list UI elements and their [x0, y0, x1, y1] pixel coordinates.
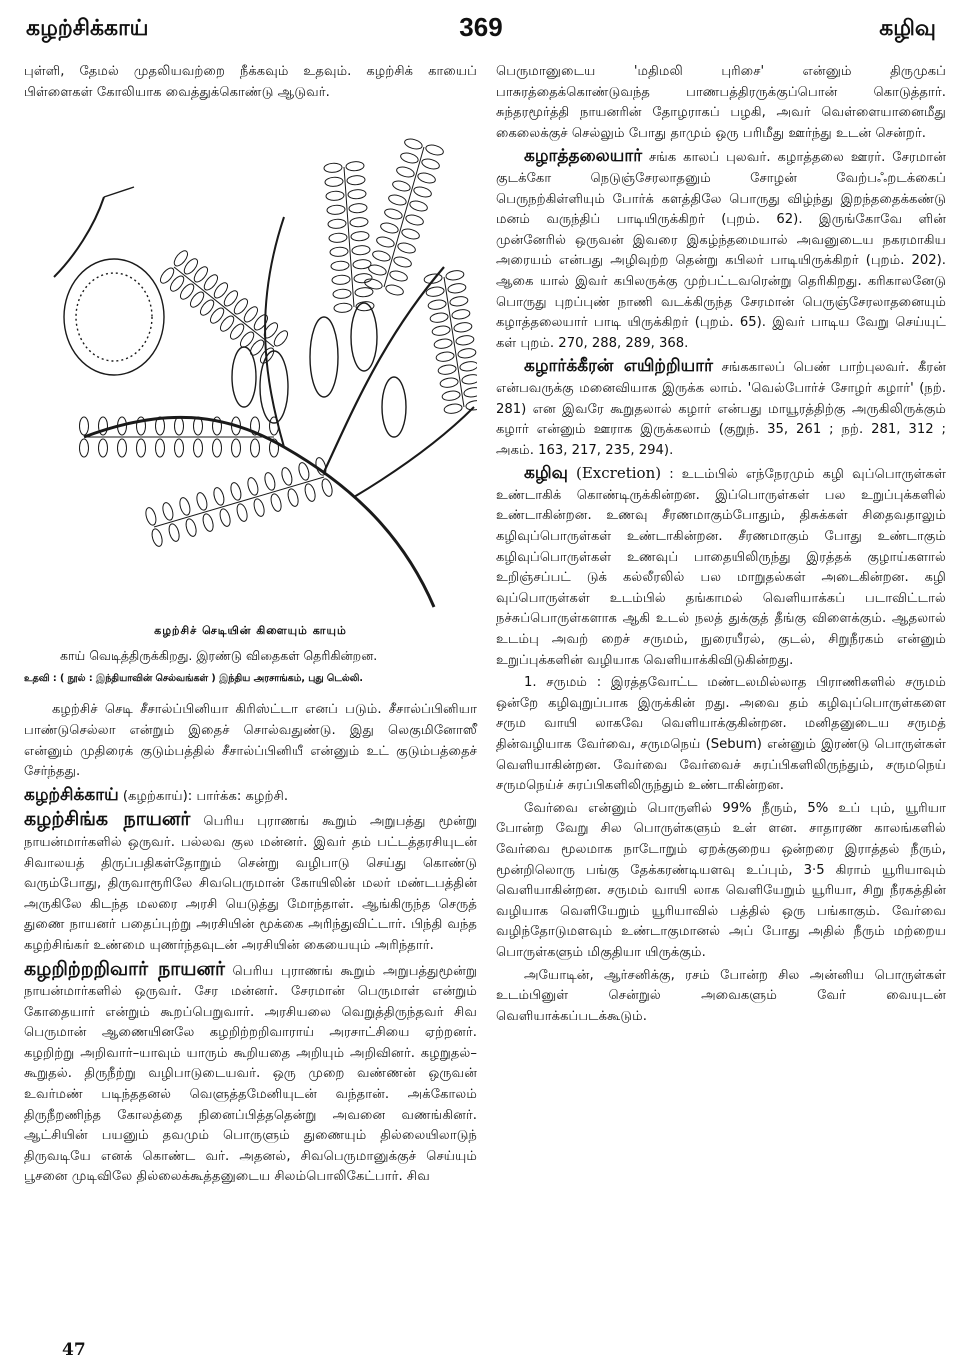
- figure-caption: கழற்சிச் செடியின் கிளையும் காயும்: [154, 624, 347, 638]
- entry-kazhivu: [496, 463, 946, 671]
- entry-body: (கழற்காய்): பார்க்க: கழற்சி.: [122, 788, 289, 804]
- entry-kazharitrarivar-nayanar: [24, 959, 477, 1189]
- entry-body: சங்க காலப் புலவர். கழாத்தலை ஊரர். சேரமான் குடக்கோ நெடுஞ்சேரலாதனும் சோழன் வேற்பஃறடக்கைப் பெருநற்கிள்ளியும் போர்க் களத்திலே பொருது விழ்ந்து இறந்ததைக்கண்டு மனம் வருந்திப் பாடியிருக்கிறர் (புறம். 62). இருங்கோவே ளின் முன்னேரில் ஒருவன் இவரை இகழ்ந்தமையால் அவனுடைய நகரமாகிய அரையம் என்பது அழிவுற்ற தென்று கபிலர் பாடியிருக்கிறர் (புறம். 202). ஆகை யால் இவர் கபிலருக்கு முற்பட்டவரென்று தெரிகிறது. கரிகாலனேடு பொருது புறப்புண் நாணி வடக்கிருந்த சேரமான் பெருஞ்சேரலாதனையும் கழாத்தலையார் பாடி யிருக்கிறர் (புறம். 65). இவர் பாடிய வேறு செய்யுட் கள் புறம். 270, 288, 289, 368.: [496, 150, 946, 351]
- plant-illustration: [24, 107, 477, 617]
- running-head-left: கழற்சிக்காய்: [26, 16, 149, 41]
- entry-body: பெரிய புராணங் கூறும் அறுபத்துமூன்று நாயன்மார்களில் ஒருவர். சேர மன்னர். சேரமான் பெருமாள் என்றும் கோதையார் என்றும் கூறப்பெறுவார். அரசியலை வெறுத்திருந்தவர் சிவ பெருமான் ஆணையினலே கழறிற்றறிவாராய் அரசாட்சியை ஏற்றனர். கழறிற்று அறிவார்–யாவும் யாரும் கூறியதை அறியும் அறிவினர். கழறுதல்–கூறுதல். திருநீற்று வழிபாடுடையவர். ஒரு முறை வண்ணன் ஒருவன் உவர்மண் படிந்ததனல் வெளுத்தமேனியுடன் வந்தான். அக்கோலம் திருநீறணிந்த கோலத்தை நினைப்பித்ததென்று அவனை வணங்கினர். ஆட்சியின் பயனும் தவமும் பொருளும் துணையும் தில்லையிலாடுந் திருவடியே எனக் கொண்ட வர். அதனல், சிவபெருமானுக்குச் செய்யும் பூசனை முடிவிலே தில்லைக்கூத்தனுடைய சிலம்பொலிகேட்பார். சிவ: [24, 963, 477, 1185]
- folio-number: 47: [62, 1340, 86, 1360]
- entry-body: சங்ககாலப் பெண் பாற்புலவர். கீரன் என்பவருக்கு மனைவியாக இருக்க லாம். 'வெல்போர்ச் சோழர் கழார்' (நற். 281) என இவரே கூறுதலால் கழார் என்பது மாயூரத்திற்கு அருகிலிருக்கும் கழார் என்னும் ஊராக இருக்கலாம் (குறுந். 35, 261 ; நற். 281, 312 ; அகம். 163, 217, 235, 294).: [496, 360, 946, 458]
- running-head-right: கழிவு: [879, 16, 936, 41]
- entry-headword: கழார்க்கீரன் எயிற்றியார்: [524, 356, 713, 377]
- sweat-paragraph: வேர்வை என்னும் பொருளில் 99% நீரும், 5% உப் பும், யூரியா போன்ற வேறு சில பொருள்களும் உள் ளன. சாதாரண காலங்களில் வேர்வை மூலமாக நாடோறும் ஏறக்குறைய ஒன்றரை இராத்தல் நீரும், மூன்றிலொரு பங்கு தேக்கரண்டியளவு உப்பும், 3·5 கிராம் யூரியாவும் வெளியாகின்றன. சருமம் வாயி லாக வெளியேறும் யூரியா, சிறு நீரகத்தின் வழியாக வெளியேறும் யூரியாவில் பத்தில் ஒரு பங்காகும். வேர்வை வழிந்தோடுமளவும் உண்டாகுமானல் அப் போது அதில் நீரும் மற்றைய பொருள்களும் மிகுதியா யிருக்கும்.: [496, 800, 946, 960]
- continued-paragraph: பெருமானுடைய 'மதிமலி புரிசை' என்னும் திருமுகப் பாசுரத்தைக்கொண்டுவந்த பாணபத்திரருக்குப்பொன் கொடுத்தார். சுந்தரமூர்த்தி நாயனரின் தோழராகப் பழகி, அவர் வெள்ளையானைமீது கைலைக்குச் செல்லும் போது தாமும் ஒரு பரிமீது ஊர்ந்து உடன் சென்றர்.: [496, 64, 946, 141]
- left-column: [24, 62, 477, 1190]
- entry-body: : உடம்பில் எந்நேரமும் கழி வுப்பொருள்கள் உண்டாகிக் கொண்டிருக்கின்றன. இப்பொருள்கள் பல உறுப்புக்களில் உண்டாகின்றன. உணவு சீரணமாகும்போதும், திசுக்கள் சிதைவதாலும் கழிவுப்பொருள்கள் உண்டாகின்றன. சீரணமாகும் போது உண்டாகும் கழிவுப்பொருள்கள் உணவுப் பாதையிலிருந்து இரத்தக் குழாய்களால் உறிஞ்சப்பட் டுக் கல்லீரலில் பல மாறுதல்கள் அடைகின்றன. கழி வுப்பொருள்கள் உடம்பில் தங்காமல் வெளியாக்கப் படாவிட்டால் நச்சுப்பொருள்களாக ஆகி உடல் நலத் துக்குத் தீங்கு விளைக்கும். ஆதலால் உடம்பு அவற் றைச் சருமம், நுரையீரல், குடல், சிறுநீரகம் என்னும் உறுப்புக்களின் வழியாக வெளியாக்கிவிடுகின்றது.: [496, 467, 946, 668]
- entry-kazharchinga-nayanar: [24, 809, 477, 956]
- figure-credit: உதவி : ( நூல் : இந்தியாவின் செல்வங்கள் ) இந்திய அரசாங்கம், புது டெல்லி.: [24, 673, 364, 685]
- entry-kazharkkeeran-eyitriyar: [496, 356, 946, 461]
- entry-english-term: (Excretion): [576, 464, 662, 483]
- right-column: [496, 62, 946, 1029]
- entry-headword: கழற்சிக்காய்: [24, 784, 119, 805]
- entry-headword: கழாத்தலையார்: [524, 146, 643, 167]
- figure-subcaption: காய் வெடித்திருக்கிறது. இரண்டு விதைகள் தெரிகின்றன.: [60, 647, 378, 663]
- skin-paragraph: 1. சருமம் : இரத்தவோட்ட மண்டலமில்லாத பிராணிகளில் சருமம் ஒன்றே கழிவுறுப்பாக இருக்கின் றது. அவை தம் கழிவுப்பொருள்களை சரும வாயி லாகவே வெளியாக்குகின்றன. மனிதனுடைய சருமத் தின்வழியாக வேர்வை, சருமநெய் (Sebum) என்னும் இரண்டு பொருள்கள் வெளியாகின்றன. வேர்வை வேர்வைச் சுரப்பிகளிலிருந்தும், சருமநெய் சருமநெய்ச் சுரப்பிகளிலிருந்தும் உண்டாகின்றன.: [496, 675, 946, 794]
- page-number: 369: [459, 12, 503, 42]
- kazharchi-branch-drawing: [24, 107, 477, 617]
- entry-headword: கழற்சிங்க நாயனர்: [24, 808, 191, 831]
- entry-kazhathalaiyar: [496, 146, 946, 354]
- plant-paragraph: கழற்சிச் செடி சீசால்ப்பினியா கிரிஸ்ட்டா எனப் படும். சீசால்ப்பினியா பாண்டுசெல்லா என்றும் இதைச் சொல்வதுண்டு. இது லெகுமினோஸீ என்னும் முதிரைக் குடும்பத்தில் சீசால்ப்பினியீ என்னும் உட் குடும்பத்தைச் சேர்ந்தது.: [24, 702, 477, 780]
- entry-headword: கழிவு: [524, 463, 568, 484]
- intro-paragraph: புள்ளி, தேமல் முதலியவற்றை நீக்கவும் உதவும். கழற்சிக் காயைப் பிள்ளைகள் கோலியாக வைத்துக்கொண்டு ஆடுவர்.: [24, 64, 477, 100]
- entry-kazharchikkai: [24, 785, 477, 808]
- foreign-substances-paragraph: அயோடின், ஆர்சனிக்கு, ரசம் போன்ற சில அன்னிய பொருள்கள் உடம்பினுள் சென்றுல் அவைகளும் வேர் வையுடன் வெளியாக்கப்படக்கூடும்.: [496, 967, 946, 1024]
- entry-headword: கழறிற்றறிவார் நாயனர்: [24, 957, 225, 980]
- entry-body: பெரிய புராணங் கூறும் அறுபத்து மூன்று நாயன்மார்களில் ஒருவர். பல்லவ குல மன்னர். இவர் தம் பட்டத்தரசியுடன் சிவாலயத் திருப்பதிகள்தோறும் சென்று வழிபாடு செய்து கொண்டு வரும்போது, திருவாரூரிலே சிவபெருமான் கோயிலின் மலர் மண்டபத்தின் அருகிலே கிடந்த மலரை அரசி யெடுத்து மோந்தாள். ஆங்கிருந்த செருத் துணை நாயனர் பதைப்புற்று அரசியின் மூக்கை அரிந்துவிட்டார். பிந்தி வந்த கழற்சிங்கர் உண்மை யுணர்ந்தவுடன் அரசியின் கையையும் அரிந்தார்.: [24, 814, 477, 953]
- page-header: [26, 12, 936, 52]
